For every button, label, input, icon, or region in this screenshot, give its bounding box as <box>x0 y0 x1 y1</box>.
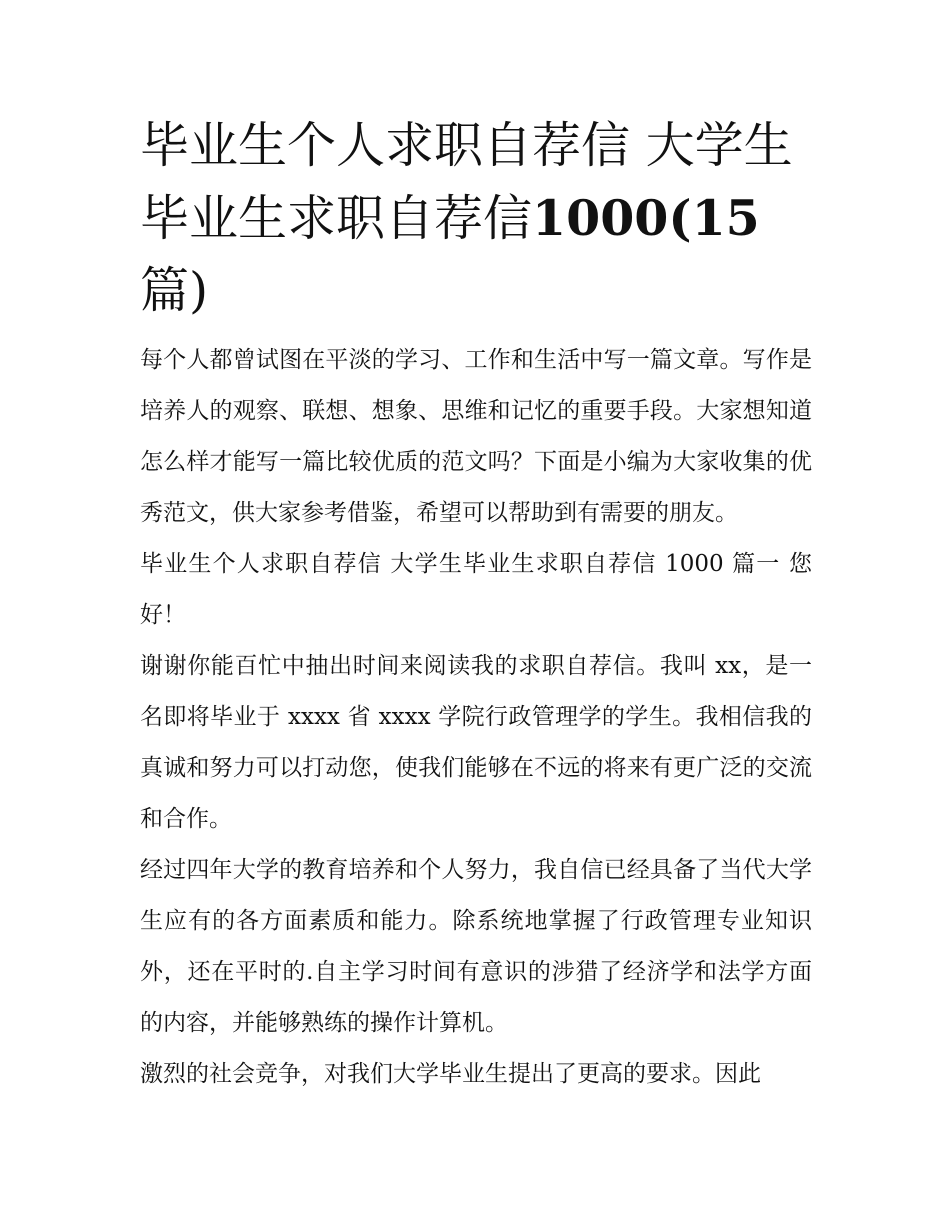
document-title <box>140 110 812 327</box>
paragraph-education: 经过四年大学的教育培养和个人努力，我自信已经具备了当代大学生应有的各方面素质和能力。除系统地掌握了行政管理专业知识外，还在平时的.自主学习时间有意识的涉猎了经济学和法学方面的内容，并能够熟练的操作计算机。 <box>140 857 812 1036</box>
title-suffix: 篇) <box>140 262 209 319</box>
paragraph-intro: 每个人都曾试图在平淡的学习、工作和生活中写一篇文章。写作是培养人的观察、联想、想象、思维和记忆的重要手段。大家想知道怎么样才能写一篇比较优质的范文吗？下面是小编为大家收集的优秀范文，供大家参考借鉴，希望可以帮助到有需要的朋友。 <box>140 347 812 526</box>
title-text: 毕业生个人求职自荐信 大学生毕业生求职自荐信 <box>140 117 793 247</box>
paragraph-competition: 激烈的社会竞争，对我们大学毕业生提出了更高的要求。因此 <box>140 1061 761 1087</box>
paragraph-greeting: 毕业生个人求职自荐信 大学生毕业生求职自荐信 1000 篇一 您好！ <box>140 551 812 628</box>
paragraph-self-intro: 谢谢你能百忙中抽出时间来阅读我的求职自荐信。我叫 xx，是一名即将毕业于 xxxx 省 xxxx 学院行政管理学的学生。我相信我的真诚和努力可以打动您，使我们能够在不远的将来有更广泛的交流和合作。 <box>140 653 812 832</box>
title-number: 1000(15 <box>532 189 760 247</box>
document-body <box>140 110 812 1100</box>
